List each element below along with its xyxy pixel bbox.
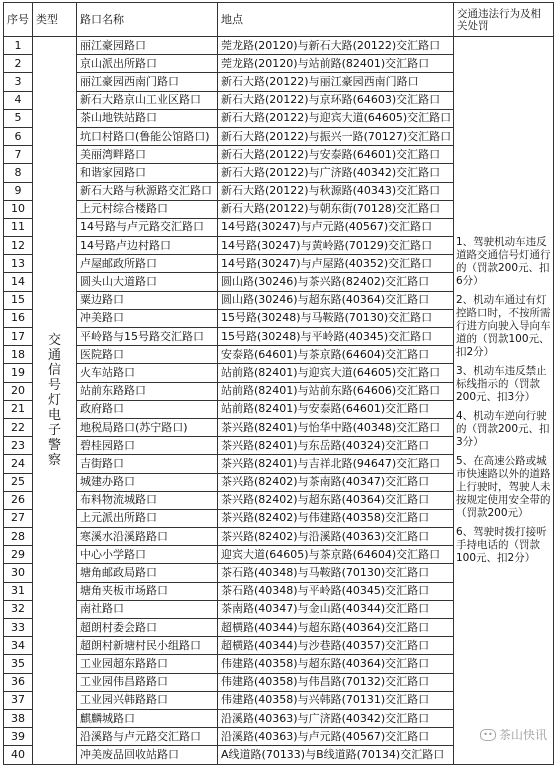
- road-name: 塘角夹板市场路口: [77, 582, 218, 600]
- location: 伟建路(40358)与兴韩路(70131)交汇路口: [218, 691, 454, 709]
- row-num: 27: [4, 509, 33, 527]
- location: 茶兴路(82401)与怡华中路(40348)交汇路口: [218, 418, 454, 436]
- road-name: 新石大路与秋源路交汇路口: [77, 182, 218, 200]
- row-num: 21: [4, 400, 33, 418]
- road-name: 医院路口: [77, 346, 218, 364]
- type-char: 子: [47, 422, 61, 438]
- type-char: 号: [47, 377, 61, 393]
- road-name: 京山派出所路口: [77, 55, 218, 73]
- row-num: 26: [4, 491, 33, 509]
- row-num: 5: [4, 109, 33, 127]
- road-name: 粟边路口: [77, 291, 218, 309]
- type-cell: [33, 37, 77, 765]
- row-num: 40: [4, 746, 33, 764]
- road-name: 坑口村路口(鲁能公馆路口): [77, 127, 218, 145]
- location: 莞龙路(20120)与新石大路(20122)交汇路口: [218, 37, 454, 55]
- penalty-item: 4、机动车逆向行驶的（罚款200元、扣3分）: [456, 409, 550, 448]
- road-name: 火车站路口: [77, 364, 218, 382]
- road-name: 平岭路与15号路交汇路口: [77, 328, 218, 346]
- road-name: 超朗村新塘村民小组路口: [77, 637, 218, 655]
- row-num: 25: [4, 473, 33, 491]
- row-num: 15: [4, 291, 33, 309]
- location: 新石大路(20122)与广济路(40342)交汇路口: [218, 164, 454, 182]
- location: 超横路(40344)与沙巷路(40357)交汇路口: [218, 637, 454, 655]
- road-name: 寒溪水沿溪路路口: [77, 528, 218, 546]
- row-num: 17: [4, 328, 33, 346]
- type-char: 察: [47, 452, 61, 468]
- intersection-table: [3, 2, 554, 765]
- row-num: 18: [4, 346, 33, 364]
- road-name: 冲美废品回收站路口: [77, 746, 218, 764]
- header-type: 类型: [33, 3, 77, 37]
- road-name: 14号路卢边村路口: [77, 237, 218, 255]
- row-num: 34: [4, 637, 33, 655]
- road-name: 碧桂园路口: [77, 437, 218, 455]
- road-name: 工业园兴韩路路口: [77, 691, 218, 709]
- location: 茶兴路(82402)与茶南路(40347)交汇路口: [218, 473, 454, 491]
- type-char: 电: [47, 407, 61, 423]
- location: A线道路(70133)与B线道路(70134)交汇路口: [218, 746, 454, 764]
- location: 伟建路(40358)与伟昌路(70132)交汇路口: [218, 673, 454, 691]
- type-char: 通: [47, 347, 61, 363]
- road-name: 麒麟城路口: [77, 709, 218, 727]
- location: 14号路(30247)与黄岭路(70129)交汇路口: [218, 237, 454, 255]
- row-num: 20: [4, 382, 33, 400]
- road-name: 工业园超东路路口: [77, 655, 218, 673]
- row-num: 4: [4, 91, 33, 109]
- road-name: 上元村综合楼路口: [77, 200, 218, 218]
- road-name: 沿溪路与卢元路交汇路口: [77, 728, 218, 746]
- row-num: 37: [4, 691, 33, 709]
- header-penalty: 交通违法行为及相关处罚: [454, 3, 554, 37]
- road-name: 塘角邮政局路口: [77, 564, 218, 582]
- header-num: 序号: [4, 3, 33, 37]
- row-num: 33: [4, 619, 33, 637]
- location: 新石大路(20122)与迎宾大道(64605)交汇路口: [218, 109, 454, 127]
- road-name: 圆头山大道路口: [77, 273, 218, 291]
- location: 站前路(82401)与迎宾大道(64605)交汇路口: [218, 364, 454, 382]
- location: 沿溪路(40363)与广济路(40342)交汇路口: [218, 709, 454, 727]
- row-num: 36: [4, 673, 33, 691]
- location: 茶石路(40348)与马鞍路(70130)交汇路口: [218, 564, 454, 582]
- row-num: 10: [4, 200, 33, 218]
- penalty-item: 6、驾驶时拨打接听手持电话的（罚款100元、扣2分）: [456, 525, 547, 564]
- road-name: 站前东路路口: [77, 382, 218, 400]
- location: 15号路(30248)与马鞍路(70130)交汇路口: [218, 309, 454, 327]
- row-num: 11: [4, 218, 33, 236]
- location: 新石大路(20122)与安泰路(64601)交汇路口: [218, 146, 454, 164]
- location: 安泰路(64601)与茶京路(64604)交汇路口: [218, 346, 454, 364]
- road-name: 政府路口: [77, 400, 218, 418]
- location: 莞龙路(20120)与站前路(82401)交汇路口: [218, 55, 454, 73]
- location: 15号路(30248)与平岭路(40345)交汇路口: [218, 328, 454, 346]
- header-road: 路口名称: [77, 3, 218, 37]
- location: 超横路(40344)与超东路(40364)交汇路口: [218, 619, 454, 637]
- row-num: 6: [4, 127, 33, 145]
- road-name: 茶山地铁站路口: [77, 109, 218, 127]
- watermark: [477, 725, 550, 744]
- penalty-cell: [454, 37, 554, 765]
- row-num: 35: [4, 655, 33, 673]
- header-row: [4, 3, 554, 37]
- location: 新石大路(20122)与京环路(64603)交汇路口: [218, 91, 454, 109]
- location: 14号路(30247)与卢元路(40567)交汇路口: [218, 218, 454, 236]
- header-location: 地点: [218, 3, 454, 37]
- road-name: 超朗村委会路口: [77, 619, 218, 637]
- road-name: 城建办路口: [77, 473, 218, 491]
- location: 新石大路(20122)与丽江豪园西南门路口: [218, 73, 454, 91]
- road-name: 吉街路口: [77, 455, 218, 473]
- location: 伟建路(40358)与超东路(40364)交汇路口: [218, 655, 454, 673]
- row-num: 1: [4, 37, 33, 55]
- location: 茶兴路(82402)与沿溪路(40363)交汇路口: [218, 528, 454, 546]
- row-num: 19: [4, 364, 33, 382]
- location: 站前路(82401)与站前东路(64606)交汇路口: [218, 382, 454, 400]
- road-name: 冲美路口: [77, 309, 218, 327]
- row-num: 31: [4, 582, 33, 600]
- row-num: 39: [4, 728, 33, 746]
- row-num: 24: [4, 455, 33, 473]
- road-name: 丽江豪园路口: [77, 37, 218, 55]
- location: 迎宾大道(64605)与茶京路(64604)交汇路口: [218, 546, 454, 564]
- row-num: 7: [4, 146, 33, 164]
- road-name: 地税局路口(苏宁路口): [77, 418, 218, 436]
- location: 14号路(30247)与卢屋路(40352)交汇路口: [218, 255, 454, 273]
- road-name: 和谐家园路口: [77, 164, 218, 182]
- location: 茶兴路(82402)与超东路(40364)交汇路口: [218, 491, 454, 509]
- table-row: [4, 37, 554, 55]
- road-name: 工业园伟昌路路口: [77, 673, 218, 691]
- row-num: 3: [4, 73, 33, 91]
- location: 新石大路(20122)与振兴一路(70127)交汇路口: [218, 127, 454, 145]
- location: 沿溪路(40363)与卢元路(40567)交汇路口: [218, 728, 454, 746]
- type-char: 灯: [47, 392, 61, 408]
- road-name: 中心小学路口: [77, 546, 218, 564]
- location: 圆山路(30246)与超东路(40364)交汇路口: [218, 291, 454, 309]
- penalty-item: 3、机动车违反禁止标线指示的（罚款200元、扣3分）: [456, 364, 547, 403]
- row-num: 12: [4, 237, 33, 255]
- penalty-item: 2、机动车通过有灯控路口时，不按所需行进方向驶入导向车道的（罚款100元、扣2分）: [456, 293, 551, 358]
- row-num: 32: [4, 600, 33, 618]
- type-char: 信: [47, 362, 61, 378]
- road-name: 美丽湾畔路口: [77, 146, 218, 164]
- road-name: 南社路口: [77, 600, 218, 618]
- wechat-icon: ••: [480, 729, 496, 741]
- location: 新石大路(20122)与秋源路(40343)交汇路口: [218, 182, 454, 200]
- row-num: 13: [4, 255, 33, 273]
- road-name: 布料物流城路口: [77, 491, 218, 509]
- row-num: 38: [4, 709, 33, 727]
- road-name: 上元派出所路口: [77, 509, 218, 527]
- location: 圆山路(30246)与茶兴路(82402)交汇路口: [218, 273, 454, 291]
- row-num: 23: [4, 437, 33, 455]
- location: 站前路(82401)与安泰路(64601)交汇路口: [218, 400, 454, 418]
- location: 茶石路(40348)与平岭路(40345)交汇路口: [218, 582, 454, 600]
- penalty-item: 1、驾驶机动车违反道路交通信号灯通行的（罚款200元、扣6分）: [456, 235, 551, 287]
- row-num: 14: [4, 273, 33, 291]
- row-num: 29: [4, 546, 33, 564]
- location: 新石大路(20122)与朝东街(70128)交汇路口: [218, 200, 454, 218]
- road-name: 新石大路京山工业区路口: [77, 91, 218, 109]
- location: 茶兴路(82402)与伟建路(40358)交汇路口: [218, 509, 454, 527]
- row-num: 2: [4, 55, 33, 73]
- row-num: 30: [4, 564, 33, 582]
- row-num: 8: [4, 164, 33, 182]
- location: 茶兴路(82401)与东岳路(40324)交汇路口: [218, 437, 454, 455]
- type-char: 交: [47, 332, 61, 348]
- type-char: 警: [47, 437, 61, 453]
- road-name: 14号路与卢元路交汇路口: [77, 218, 218, 236]
- location: 茶南路(40347)与金山路(40344)交汇路口: [218, 600, 454, 618]
- row-num: 16: [4, 309, 33, 327]
- row-num: 22: [4, 418, 33, 436]
- row-num: 28: [4, 528, 33, 546]
- row-num: 9: [4, 182, 33, 200]
- penalty-item: 5、在高速公路或城市快速路以外的道路上行驶时，驾驶人未按规定使用安全带的（罚款200元）: [456, 454, 551, 519]
- location: 茶兴路(82401)与吉祥北路(94647)交汇路口: [218, 455, 454, 473]
- road-name: 丽江豪园西南门路口: [77, 73, 218, 91]
- watermark-text: 茶山快讯: [498, 728, 547, 742]
- road-name: 卢屋邮政所路口: [77, 255, 218, 273]
